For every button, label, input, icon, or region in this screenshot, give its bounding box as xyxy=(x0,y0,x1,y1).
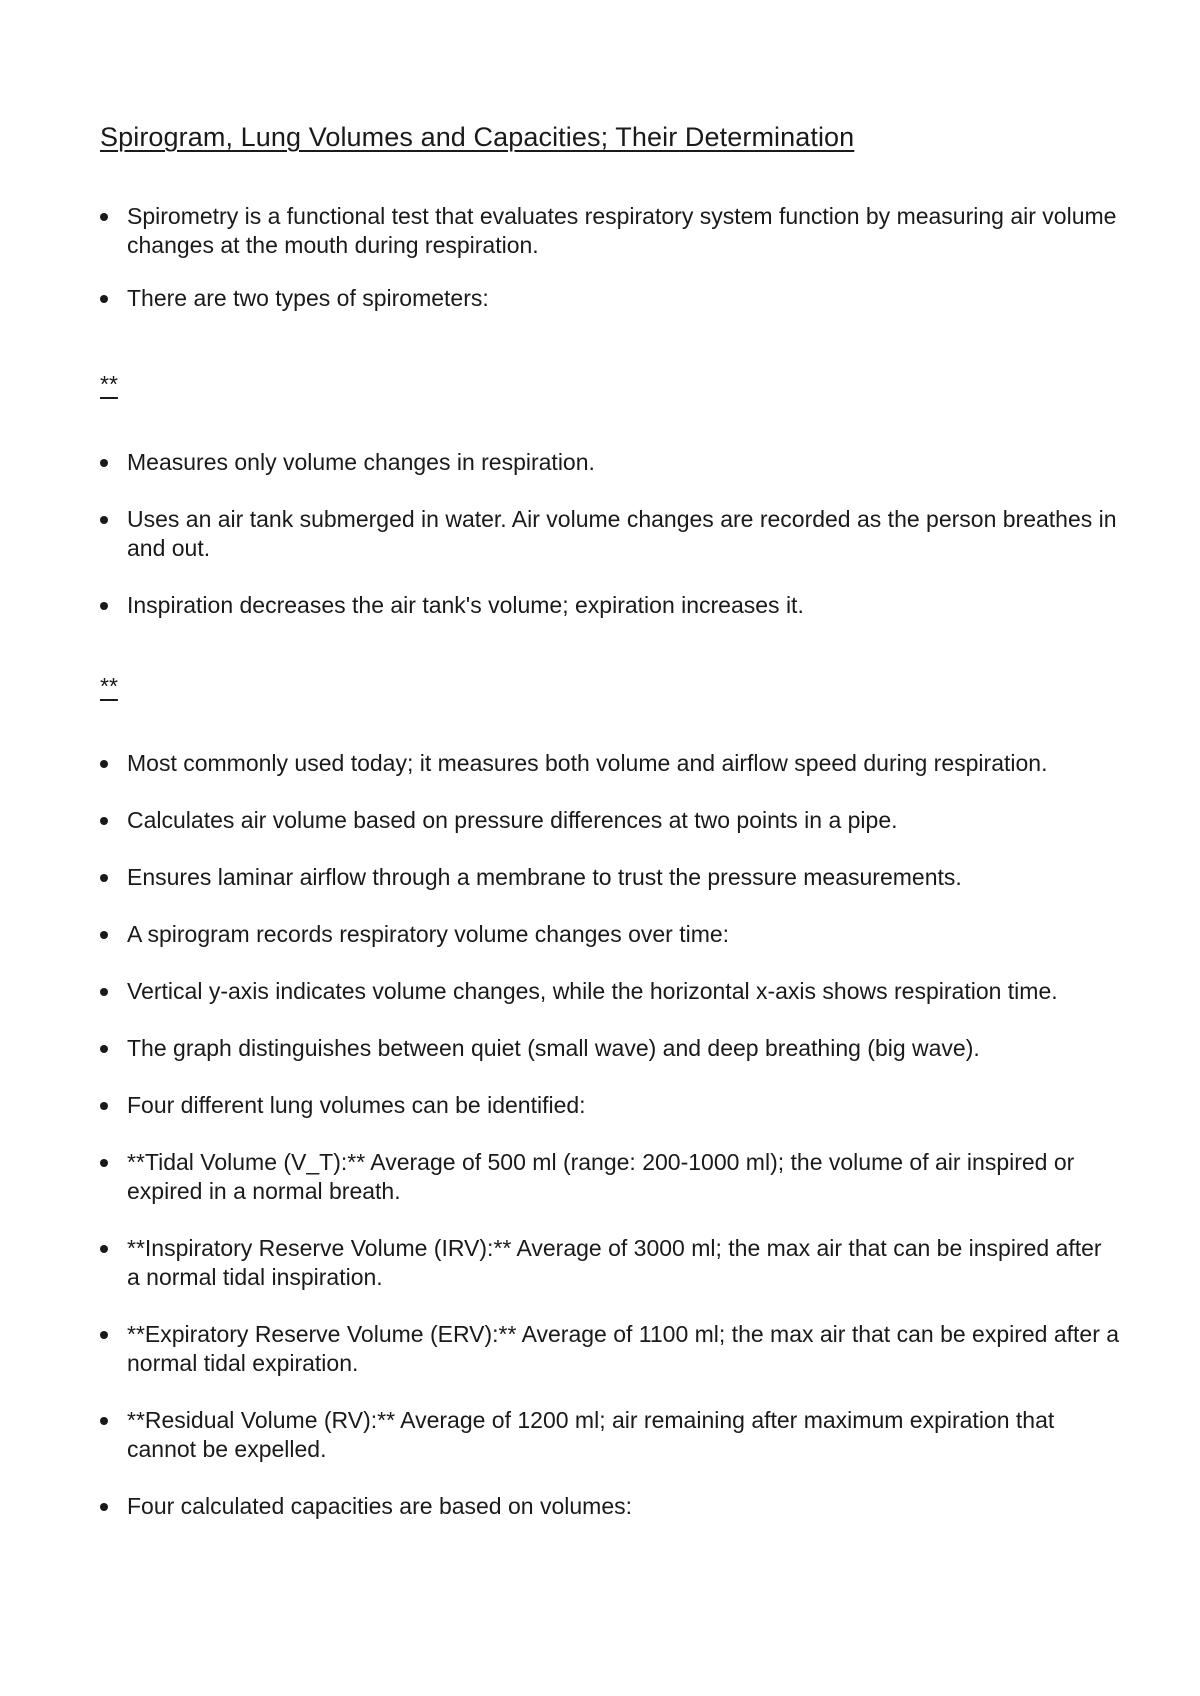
intro-section xyxy=(100,202,1120,337)
list-item xyxy=(100,1234,1120,1292)
section-2-list xyxy=(100,749,1120,1521)
bullet-icon xyxy=(100,760,108,768)
list-item xyxy=(100,1406,1120,1464)
bullet-icon xyxy=(100,516,108,524)
list-item-text: **Expiratory Reserve Volume (ERV):** Average of 1100 ml; the max air that can be expired after a normal tidal expiration. xyxy=(127,1321,1120,1376)
section-2 xyxy=(100,749,1120,1549)
list-item xyxy=(100,920,1120,949)
bullet-icon xyxy=(100,1503,108,1511)
section-heading-2: ** xyxy=(100,673,118,699)
list-item-text: The graph distinguishes between quiet (small wave) and deep breathing (big wave). xyxy=(127,1035,980,1061)
list-item-text: Measures only volume changes in respiration. xyxy=(127,449,595,475)
bullet-icon xyxy=(100,1245,108,1253)
bullet-icon xyxy=(100,602,108,610)
bullet-icon xyxy=(100,988,108,996)
section-heading-1: ** xyxy=(100,371,118,397)
list-item-text: Four different lung volumes can be identified: xyxy=(127,1092,586,1118)
list-item xyxy=(100,284,1120,313)
list-item-text: Inspiration decreases the air tank's volume; expiration increases it. xyxy=(127,592,804,618)
list-item-text: There are two types of spirometers: xyxy=(127,285,489,311)
bullet-icon xyxy=(100,817,108,825)
list-item xyxy=(100,448,1120,477)
page-title: Spirogram, Lung Volumes and Capacities; Their Determination xyxy=(100,122,855,152)
list-item xyxy=(100,863,1120,892)
list-item xyxy=(100,202,1120,260)
list-item xyxy=(100,1034,1120,1063)
bullet-icon xyxy=(100,459,108,467)
list-item-text: Ensures laminar airflow through a membrane to trust the pressure measurements. xyxy=(127,864,962,890)
list-item-text: Four calculated capacities are based on volumes: xyxy=(127,1493,633,1519)
bullet-icon xyxy=(100,295,108,303)
list-item xyxy=(100,1320,1120,1378)
list-item-text: Vertical y-axis indicates volume changes, while the horizontal x-axis shows respiration time. xyxy=(127,978,1058,1004)
list-item xyxy=(100,749,1120,778)
section-1-list xyxy=(100,448,1120,620)
list-item-text: **Inspiratory Reserve Volume (IRV):** Average of 3000 ml; the max air that can be inspired after a normal tidal inspiration. xyxy=(127,1235,1102,1290)
intro-list xyxy=(100,202,1120,313)
bullet-icon xyxy=(100,1159,108,1167)
bullet-icon xyxy=(100,1045,108,1053)
section-1 xyxy=(100,448,1120,648)
list-item-text: Uses an air tank submerged in water. Air volume changes are recorded as the person breathes in and out. xyxy=(127,506,1117,561)
bullet-icon xyxy=(100,1102,108,1110)
list-item xyxy=(100,977,1120,1006)
list-item xyxy=(100,806,1120,835)
list-item xyxy=(100,1148,1120,1206)
bullet-icon xyxy=(100,1331,108,1339)
list-item-text: **Tidal Volume (V_T):** Average of 500 ml (range: 200-1000 ml); the volume of air inspired or expired in a normal breath. xyxy=(127,1149,1075,1204)
list-item xyxy=(100,505,1120,563)
list-item xyxy=(100,1091,1120,1120)
list-item-text: Calculates air volume based on pressure differences at two points in a pipe. xyxy=(127,807,898,833)
bullet-icon xyxy=(100,931,108,939)
list-item xyxy=(100,591,1120,620)
bullet-icon xyxy=(100,213,108,221)
bullet-icon xyxy=(100,1417,108,1425)
list-item-text: Most commonly used today; it measures both volume and airflow speed during respiration. xyxy=(127,750,1048,776)
list-item-text: **Residual Volume (RV):** Average of 1200 ml; air remaining after maximum expiration that cannot be expelled. xyxy=(127,1407,1055,1462)
list-item-text: Spirometry is a functional test that evaluates respiratory system function by measuring air volume changes at the mouth during respiration. xyxy=(127,203,1117,258)
list-item xyxy=(100,1492,1120,1521)
bullet-icon xyxy=(100,874,108,882)
list-item-text: A spirogram records respiratory volume changes over time: xyxy=(127,921,730,947)
